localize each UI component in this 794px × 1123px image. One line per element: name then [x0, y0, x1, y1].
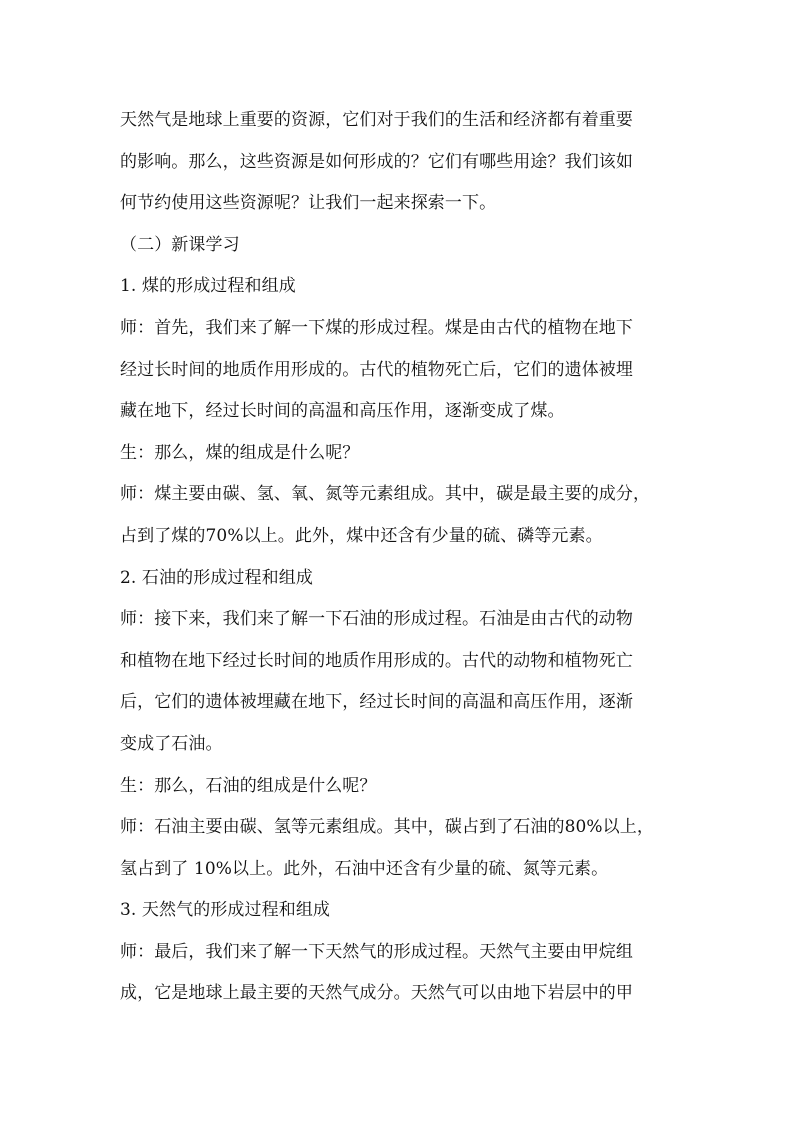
text-line: 成，它是地球上最主要的天然气成分。天然气可以由地下岩层中的甲 — [120, 983, 633, 1004]
text-line: 何节约使用这些资源呢？让我们一起来探索一下。 — [120, 193, 497, 214]
text-line: 占到了煤的70%以上。此外，煤中还含有少量的硫、磷等元素。 — [120, 525, 603, 546]
subsection-heading-oil: 2. 石油的形成过程和组成 — [120, 567, 313, 588]
text-line: 生：那么，石油的组成是什么呢？ — [120, 775, 377, 796]
text-line: 藏在地下，经过长时间的高温和高压作用，逐渐变成了煤。 — [120, 401, 565, 422]
text-line: 天然气是地球上重要的资源，它们对于我们的生活和经济都有着重要 — [120, 110, 633, 130]
document-body — [120, 100, 680, 1015]
text-line: 师：首先，我们来了解一下煤的形成过程。煤是由古代的植物在地下 — [120, 317, 633, 338]
text-line: 经过长时间的地质作用形成的。古代的植物死亡后，它们的遗体被埋 — [120, 359, 633, 380]
text-line: 变成了石油。 — [120, 733, 223, 754]
text-line: 师：最后，我们来了解一下天然气的形成过程。天然气主要由甲烷组 — [120, 941, 633, 962]
section-heading: （二）新课学习 — [120, 234, 240, 255]
text-line: 师：接下来，我们来了解一下石油的形成过程。石油是由古代的动物 — [120, 609, 633, 630]
text-line: 氢占到了 10%以上。此外，石油中还含有少量的硫、氮等元素。 — [120, 858, 609, 879]
text-line: 生：那么，煤的组成是什么呢？ — [120, 442, 360, 463]
subsection-heading-gas: 3. 天然气的形成过程和组成 — [120, 900, 331, 921]
text-line: 的影响。那么，这些资源是如何形成的？它们有哪些用途？我们该如 — [120, 151, 633, 172]
text-line: 师：煤主要由碳、氢、氧、氮等元素组成。其中，碳是最主要的成分， — [120, 484, 651, 505]
text-line: 后，它们的遗体被埋藏在地下，经过长时间的高温和高压作用，逐渐 — [120, 692, 633, 713]
text-line: 和植物在地下经过长时间的地质作用形成的。古代的动物和植物死亡 — [120, 650, 633, 671]
text-line: 师：石油主要由碳、氢等元素组成。其中，碳占到了石油的80%以上， — [120, 817, 654, 838]
subsection-heading-coal: 1. 煤的形成过程和组成 — [120, 276, 296, 297]
